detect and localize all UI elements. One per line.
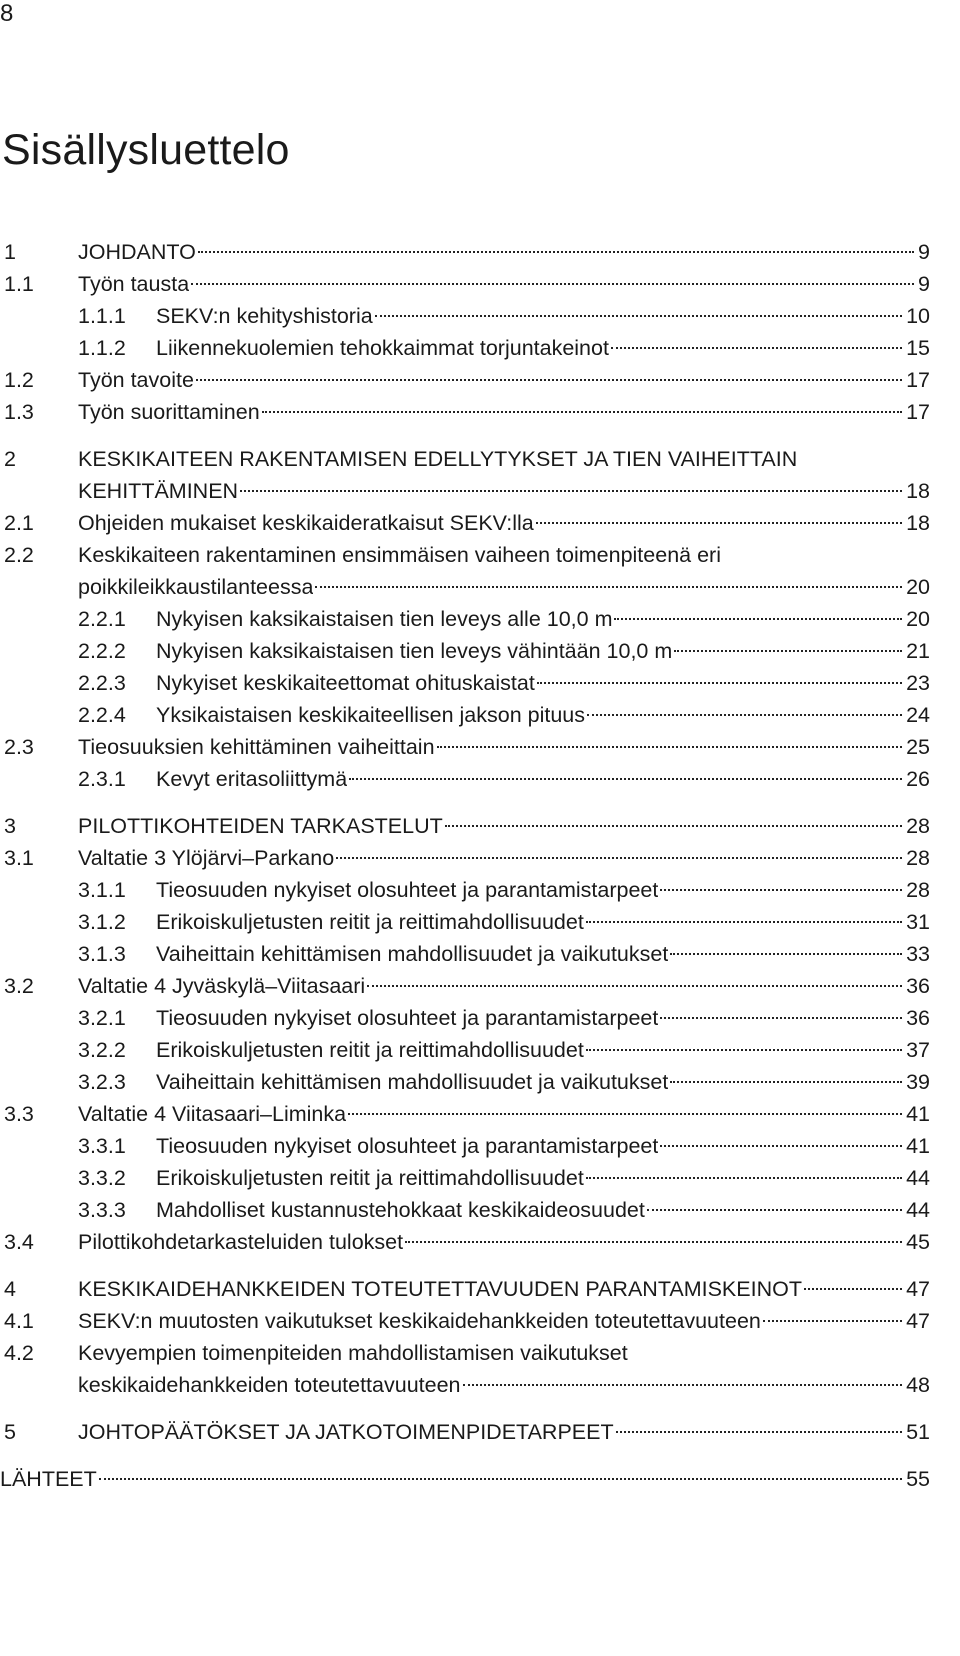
- toc-entry-page: 17: [906, 368, 930, 392]
- dot-leader: [437, 746, 903, 748]
- toc-entry-page: 20: [906, 575, 930, 599]
- toc-entry-page: 28: [906, 814, 930, 838]
- toc-entry-number: 3.1.3: [78, 942, 126, 966]
- dot-leader: [614, 618, 902, 620]
- toc-entry-title: Vaiheittain kehittämisen mahdollisuudet ja vaikutukset: [156, 1070, 669, 1094]
- dot-leader: [349, 778, 902, 780]
- toc-entry-title: Mahdolliset kustannustehokkaat keskikaideosuudet: [156, 1198, 645, 1222]
- toc-entry-line: [156, 300, 930, 332]
- toc-entry-title: Tieosuuksien kehittäminen vaiheittain: [78, 735, 435, 759]
- toc-entry-title: Valtatie 4 Viitasaari–Liminka: [78, 1102, 347, 1126]
- toc-entry: [0, 1034, 930, 1066]
- toc-entry: [0, 1162, 930, 1194]
- toc-entry: [0, 1273, 930, 1305]
- dot-leader: [674, 650, 902, 652]
- page-title: Sisällysluettelo: [2, 126, 290, 174]
- toc-entry-number: 1.3: [4, 400, 34, 424]
- toc-entry-line: [78, 1098, 930, 1130]
- toc-entry-number: 3.2.1: [78, 1006, 126, 1030]
- toc-entry-line: [78, 842, 930, 874]
- toc-entry-title: Valtatie 3 Ylöjärvi–Parkano: [78, 846, 335, 870]
- toc-entry-page: 47: [906, 1277, 930, 1301]
- dot-leader: [670, 1081, 902, 1083]
- dot-leader: [445, 825, 902, 827]
- toc-entry-line: [156, 603, 930, 635]
- toc-entry-line: [156, 635, 930, 667]
- toc-entry-title: poikkileikkaustilanteessa: [78, 575, 314, 599]
- toc-entry-title: Työn tavoite: [78, 368, 194, 392]
- toc-entry: [0, 1369, 930, 1401]
- dot-leader: [804, 1288, 902, 1290]
- dot-leader: [348, 1113, 902, 1115]
- toc-entry: [0, 364, 930, 396]
- toc-entry-line: [78, 810, 930, 842]
- toc-entry-number: 2: [4, 447, 16, 471]
- toc-entry-title: Valtatie 4 Jyväskylä–Viitasaari: [78, 974, 366, 998]
- dot-leader: [367, 985, 902, 987]
- toc-entry-page: 36: [906, 1006, 930, 1030]
- toc-entry-line: [78, 571, 930, 603]
- toc-entry: [0, 507, 930, 539]
- toc-entry-page: 28: [906, 878, 930, 902]
- toc-entry-title: PILOTTIKOHTEIDEN TARKASTELUT: [78, 814, 443, 838]
- toc-entry-number: 2.3: [4, 735, 34, 759]
- toc-entry-page: 18: [906, 479, 930, 503]
- page-number: 8: [0, 0, 14, 27]
- toc-entry-title: Ohjeiden mukaiset keskikaideratkaisut SEKV:lla: [78, 511, 534, 535]
- toc-entry-line: [78, 268, 930, 300]
- dot-leader: [315, 586, 902, 588]
- toc-entry-page: 15: [906, 336, 930, 360]
- toc-entry-line: [78, 1369, 930, 1401]
- toc-entry-page: 23: [906, 671, 930, 695]
- toc-entry-line: [156, 1002, 930, 1034]
- dot-leader: [536, 522, 902, 524]
- toc-entry-page: 48: [906, 1373, 930, 1397]
- toc-entry-number: 3.1.2: [78, 910, 126, 934]
- dot-leader: [198, 251, 914, 253]
- dot-leader: [763, 1320, 902, 1322]
- toc-entry-line: [78, 1337, 628, 1369]
- dot-leader: [196, 379, 902, 381]
- toc-entry-title: Kevyempien toimenpiteiden mahdollistamisen vaikutukset: [78, 1341, 628, 1365]
- toc-entry-page: 10: [906, 304, 930, 328]
- toc-entry-page: 18: [906, 511, 930, 535]
- toc-entry-page: 31: [906, 910, 930, 934]
- toc-entry: [0, 571, 930, 603]
- toc-entry: [0, 763, 930, 795]
- toc-entry: [0, 970, 930, 1002]
- toc-entry-title: Erikoiskuljetusten reitit ja reittimahdollisuudet: [156, 1166, 584, 1190]
- toc-entry-number: 3.2.2: [78, 1038, 126, 1062]
- toc-entry-title: Vaiheittain kehittämisen mahdollisuudet ja vaikutukset: [156, 942, 669, 966]
- toc-entry-number: 3: [4, 814, 16, 838]
- toc-entry-page: 17: [906, 400, 930, 424]
- toc-entry-page: 24: [906, 703, 930, 727]
- toc-entry: [0, 842, 930, 874]
- toc-entry-page: 25: [906, 735, 930, 759]
- toc-entry-number: 4.1: [4, 1309, 34, 1333]
- toc-entry-title: Erikoiskuljetusten reitit ja reittimahdollisuudet: [156, 1038, 584, 1062]
- toc-entry-page: 47: [906, 1309, 930, 1333]
- toc-entry-page: 20: [906, 607, 930, 631]
- toc-entry-line: [78, 731, 930, 763]
- toc-entry: [0, 268, 930, 300]
- toc-entry-number: 1: [4, 240, 16, 264]
- dot-leader: [99, 1478, 902, 1480]
- toc-entry-number: 3.4: [4, 1230, 34, 1254]
- toc-entry: [0, 906, 930, 938]
- dot-leader: [191, 283, 914, 285]
- toc-entry-line: [156, 874, 930, 906]
- toc-entry-page: 37: [906, 1038, 930, 1062]
- dot-leader: [660, 1145, 902, 1147]
- toc-entry-title: keskikaidehankkeiden toteutettavuuteen: [78, 1373, 461, 1397]
- toc-entry-line: [156, 906, 930, 938]
- toc-entry-title: LÄHTEET: [0, 1467, 97, 1491]
- toc-entry-title: Keskikaiteen rakentaminen ensimmäisen vaiheen toimenpiteenä eri: [78, 543, 721, 567]
- toc-entry-title: Nykyisen kaksikaistaisen tien leveys vähintään 10,0 m: [156, 639, 673, 663]
- toc-entry-line: [78, 236, 930, 268]
- toc-entry-title: Työn tausta: [78, 272, 190, 296]
- toc-entry: [0, 1337, 930, 1369]
- toc-entry-number: 3.3.3: [78, 1198, 126, 1222]
- toc-entry-title: JOHDANTO: [78, 240, 196, 264]
- toc-entry-page: 26: [906, 767, 930, 791]
- toc-entry-number: 3.1.1: [78, 878, 126, 902]
- toc-entry: [0, 731, 930, 763]
- toc-entry-page: 55: [906, 1467, 930, 1491]
- dot-leader: [616, 1431, 902, 1433]
- toc-entry-number: 3.2.3: [78, 1070, 126, 1094]
- toc-entry: [0, 443, 930, 475]
- toc-entry-number: 4: [4, 1277, 16, 1301]
- toc-entry-page: 9: [918, 272, 930, 296]
- toc-entry: [0, 396, 930, 428]
- toc-entry-title: Tieosuuden nykyiset olosuhteet ja parantamistarpeet: [156, 1134, 659, 1158]
- toc-entry: [0, 300, 930, 332]
- toc-entry-line: [156, 332, 930, 364]
- toc-entry-title: KESKIKAIDEHANKKEIDEN TOTEUTETTAVUUDEN PARANTAMISKEINOT: [78, 1277, 802, 1301]
- toc-entry-line: [0, 1463, 930, 1495]
- dot-leader: [586, 921, 902, 923]
- toc-entry-title: Nykyiset keskikaiteettomat ohituskaistat: [156, 671, 535, 695]
- toc-entry: [0, 332, 930, 364]
- toc-entry-number: 2.2.2: [78, 639, 126, 663]
- toc-entry-line: [78, 364, 930, 396]
- toc-entry-line: [78, 507, 930, 539]
- toc-entry-number: 5: [4, 1420, 16, 1444]
- toc-entry-number: 3.1: [4, 846, 34, 870]
- dot-leader: [660, 1017, 902, 1019]
- toc-entry-number: 3.3.2: [78, 1166, 126, 1190]
- toc-entry-line: [78, 1305, 930, 1337]
- dot-leader: [670, 953, 902, 955]
- dot-leader: [660, 889, 902, 891]
- dot-leader: [647, 1209, 902, 1211]
- toc-entry-title: SEKV:n muutosten vaikutukset keskikaidehankkeiden toteutettavuuteen: [78, 1309, 761, 1333]
- toc-entry-line: [78, 1416, 930, 1448]
- toc-entry: [0, 938, 930, 970]
- toc-entry-line: [156, 667, 930, 699]
- toc-entry-line: [78, 1226, 930, 1258]
- toc-entry-page: 21: [906, 639, 930, 663]
- toc-entry-title: JOHTOPÄÄTÖKSET JA JATKOTOIMENPIDETARPEET: [78, 1420, 614, 1444]
- toc-entry-line: [78, 396, 930, 428]
- toc-entry-number: 3.3: [4, 1102, 34, 1126]
- dot-leader: [586, 1049, 902, 1051]
- toc-entry: [0, 1194, 930, 1226]
- toc-entry-number: 4.2: [4, 1341, 34, 1365]
- dot-leader: [537, 682, 902, 684]
- dot-leader: [375, 315, 902, 317]
- toc-entry-title: Tieosuuden nykyiset olosuhteet ja parantamistarpeet: [156, 1006, 659, 1030]
- dot-leader: [336, 857, 902, 859]
- toc-entry-title: Liikennekuolemien tehokkaimmat torjuntakeinot: [156, 336, 609, 360]
- toc-entry: [0, 603, 930, 635]
- dot-leader: [262, 411, 902, 413]
- toc-entry-page: 45: [906, 1230, 930, 1254]
- toc-entry-title: KEHITTÄMINEN: [78, 479, 239, 503]
- dot-leader: [463, 1384, 903, 1386]
- toc-entry-title: Tieosuuden nykyiset olosuhteet ja parantamistarpeet: [156, 878, 659, 902]
- toc-entry: [0, 1463, 930, 1495]
- toc-entry: [0, 810, 930, 842]
- toc-entry: [0, 1226, 930, 1258]
- toc-entry-title: KESKIKAITEEN RAKENTAMISEN EDELLYTYKSET JA TIEN VAIHEITTAIN: [78, 447, 798, 471]
- toc-entry: [0, 1130, 930, 1162]
- toc-entry-page: 39: [906, 1070, 930, 1094]
- toc-entry-page: 41: [906, 1134, 930, 1158]
- toc-entry: [0, 1066, 930, 1098]
- toc-entry-title: Erikoiskuljetusten reitit ja reittimahdollisuudet: [156, 910, 584, 934]
- toc-entry: [0, 699, 930, 731]
- toc-entry: [0, 1305, 930, 1337]
- toc-entry-line: [78, 970, 930, 1002]
- toc-entry-title: Nykyisen kaksikaistaisen tien leveys alle 10,0 m: [156, 607, 613, 631]
- toc-entry-number: 3.3.1: [78, 1134, 126, 1158]
- toc-entry-line: [156, 1194, 930, 1226]
- dot-leader: [611, 347, 902, 349]
- dot-leader: [587, 714, 902, 716]
- toc-entry-line: [156, 1034, 930, 1066]
- toc-entry-line: [156, 1066, 930, 1098]
- dot-leader: [405, 1241, 902, 1243]
- toc-entry-line: [156, 1130, 930, 1162]
- toc-entry: [0, 1416, 930, 1448]
- toc-entry-title: Yksikaistaisen keskikaiteellisen jakson pituus: [156, 703, 586, 727]
- toc-entry: [0, 635, 930, 667]
- toc-entry-number: 2.2: [4, 543, 34, 567]
- toc-entry-page: 51: [906, 1420, 930, 1444]
- toc-entry-page: 36: [906, 974, 930, 998]
- toc-entry-line: [78, 539, 721, 571]
- toc-entry: [0, 475, 930, 507]
- toc-entry-number: 2.2.3: [78, 671, 126, 695]
- toc-entry-line: [156, 938, 930, 970]
- toc-entry-number: 1.2: [4, 368, 34, 392]
- toc-entry-number: 2.3.1: [78, 767, 126, 791]
- toc-entry: [0, 667, 930, 699]
- toc-entry-page: 41: [906, 1102, 930, 1126]
- toc-entry: [0, 539, 930, 571]
- toc-entry-number: 1.1.2: [78, 336, 126, 360]
- toc-entry-title: SEKV:n kehityshistoria: [156, 304, 373, 328]
- toc-entry-line: [156, 1162, 930, 1194]
- dot-leader: [586, 1177, 902, 1179]
- toc-entry: [0, 1098, 930, 1130]
- toc-entry-page: 28: [906, 846, 930, 870]
- toc-entry-number: 1.1.1: [78, 304, 126, 328]
- toc-entry-number: 2.2.1: [78, 607, 126, 631]
- toc-entry-number: 1.1: [4, 272, 34, 296]
- toc-entry-line: [78, 443, 797, 475]
- toc-entry-number: 2.1: [4, 511, 34, 535]
- toc-entry-line: [78, 1273, 930, 1305]
- toc-entry-number: 2.2.4: [78, 703, 126, 727]
- toc-entry-line: [156, 763, 930, 795]
- toc-entry: [0, 236, 930, 268]
- toc-entry-title: Työn suorittaminen: [78, 400, 260, 424]
- toc-entry-title: Kevyt eritasoliittymä: [156, 767, 348, 791]
- toc-entry-line: [78, 475, 930, 507]
- toc-entry-page: 44: [906, 1198, 930, 1222]
- toc-entry-page: 9: [918, 240, 930, 264]
- toc-entry-number: 3.2: [4, 974, 34, 998]
- toc-entry-line: [156, 699, 930, 731]
- toc-entry: [0, 1002, 930, 1034]
- dot-leader: [240, 490, 902, 492]
- toc-entry-page: 33: [906, 942, 930, 966]
- toc-entry: [0, 874, 930, 906]
- toc-entry-title: Pilottikohdetarkasteluiden tulokset: [78, 1230, 404, 1254]
- toc-entry-page: 44: [906, 1166, 930, 1190]
